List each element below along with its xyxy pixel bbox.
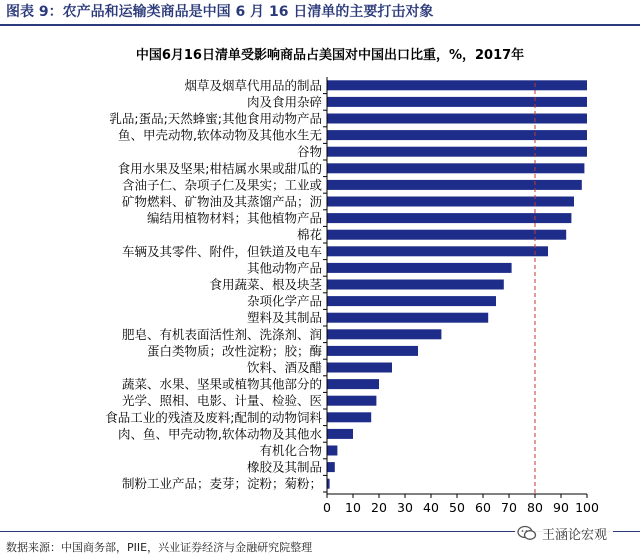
bar-17 bbox=[327, 346, 418, 356]
bar-7 bbox=[327, 180, 582, 190]
bar-22 bbox=[327, 429, 353, 439]
x-tick-label: 10 bbox=[345, 500, 361, 515]
bar-24 bbox=[327, 462, 335, 472]
x-tick-label: 30 bbox=[397, 500, 413, 515]
x-axis bbox=[323, 77, 599, 515]
chart-title: 中国6月16日清单受影响商品占美国对中国出口比重，%，2017年 bbox=[135, 48, 525, 63]
bar-12 bbox=[327, 263, 512, 273]
bar-16 bbox=[327, 329, 441, 339]
bar-1 bbox=[327, 80, 587, 90]
bar-10 bbox=[327, 230, 566, 240]
category-label: 肉及食用杂碎 bbox=[246, 94, 322, 110]
bar-19 bbox=[327, 379, 379, 389]
x-tick-label: 20 bbox=[371, 500, 387, 515]
category-label: 杂项化学产品 bbox=[246, 293, 322, 309]
category-label: 食用蔬菜、根及块茎 bbox=[209, 277, 322, 292]
x-tick-label: 90 bbox=[553, 500, 569, 515]
category-label: 肉、鱼、甲壳动物,软体动物及其他水 bbox=[118, 426, 322, 442]
category-label: 蛋白类物质；改性淀粉；胶；酶 bbox=[146, 343, 322, 359]
bar-13 bbox=[327, 280, 504, 290]
x-tick-label: 50 bbox=[449, 500, 465, 515]
bar-14 bbox=[327, 296, 496, 306]
x-tick-label: 70 bbox=[501, 500, 517, 515]
bar-4 bbox=[327, 130, 587, 140]
category-label: 乳品;蛋品;天然蜂蜜;其他食用动物产品 bbox=[109, 111, 322, 126]
x-tick-label: 100 bbox=[575, 500, 599, 515]
bar-20 bbox=[327, 396, 376, 406]
bar-2 bbox=[327, 97, 587, 107]
watermark-text: 王涵论宏观 bbox=[542, 527, 608, 543]
category-label: 编结用植物材料；其他植物产品 bbox=[146, 210, 322, 226]
source-note: 数据来源：中国商务部，PIIE，兴业证券经济与金融研究院整理 bbox=[6, 541, 313, 554]
figure-title: 图表 9：农产品和运输类商品是中国 6 月 16 日清单的主要打击对象 bbox=[6, 4, 434, 20]
category-label: 其他动物产品 bbox=[246, 260, 322, 276]
bars-group bbox=[327, 80, 587, 488]
category-label: 含油子仁、杂项子仁及果实；工业或 bbox=[121, 177, 322, 193]
x-tick-label: 40 bbox=[423, 500, 439, 515]
wechat-icon bbox=[517, 525, 537, 541]
category-label: 塑料及其制品 bbox=[246, 310, 322, 326]
category-label: 鱼、甲壳动物,软体动物及其他水生无 bbox=[118, 127, 322, 143]
bar-6 bbox=[327, 163, 584, 173]
category-label: 制粉工业产品；麦芽；淀粉；菊粉； bbox=[121, 476, 322, 492]
x-tick-label: 0 bbox=[323, 500, 331, 515]
bar-15 bbox=[327, 313, 488, 323]
category-label: 谷物 bbox=[296, 144, 322, 160]
bar-23 bbox=[327, 446, 337, 456]
category-label: 饮料、酒及醋 bbox=[246, 360, 322, 375]
bar-8 bbox=[327, 197, 574, 207]
category-label: 橡胶及其制品 bbox=[246, 459, 322, 475]
category-label: 棉花 bbox=[296, 227, 322, 243]
category-label: 肥皂、有机表面活性剂、洗涤剂、润 bbox=[121, 326, 322, 342]
x-tick-label: 80 bbox=[527, 500, 543, 515]
category-labels bbox=[105, 78, 323, 491]
category-label: 烟草及烟草代用品的制品 bbox=[184, 77, 322, 93]
category-label: 车辆及其零件、附件，但铁道及电车 bbox=[121, 243, 322, 259]
x-tick-label: 60 bbox=[475, 500, 491, 515]
bar-3 bbox=[327, 114, 587, 124]
category-label: 食用水果及坚果;柑桔属水果或甜瓜的 bbox=[117, 160, 322, 176]
bar-5 bbox=[327, 147, 587, 157]
category-label: 有机化合物 bbox=[259, 443, 322, 458]
category-label: 食品工业的残渣及废料;配制的动物饲料 bbox=[105, 409, 322, 425]
category-label: 矿物燃料、矿物油及其蒸馏产品；沥 bbox=[121, 194, 322, 209]
category-label: 蔬菜、水果、坚果或植物其他部分的 bbox=[121, 376, 322, 392]
bar-18 bbox=[327, 363, 392, 373]
bar-21 bbox=[327, 412, 371, 422]
watermark bbox=[515, 520, 613, 546]
bar-11 bbox=[327, 246, 548, 256]
category-label: 光学、照相、电影、计量、检验、医 bbox=[121, 393, 322, 409]
